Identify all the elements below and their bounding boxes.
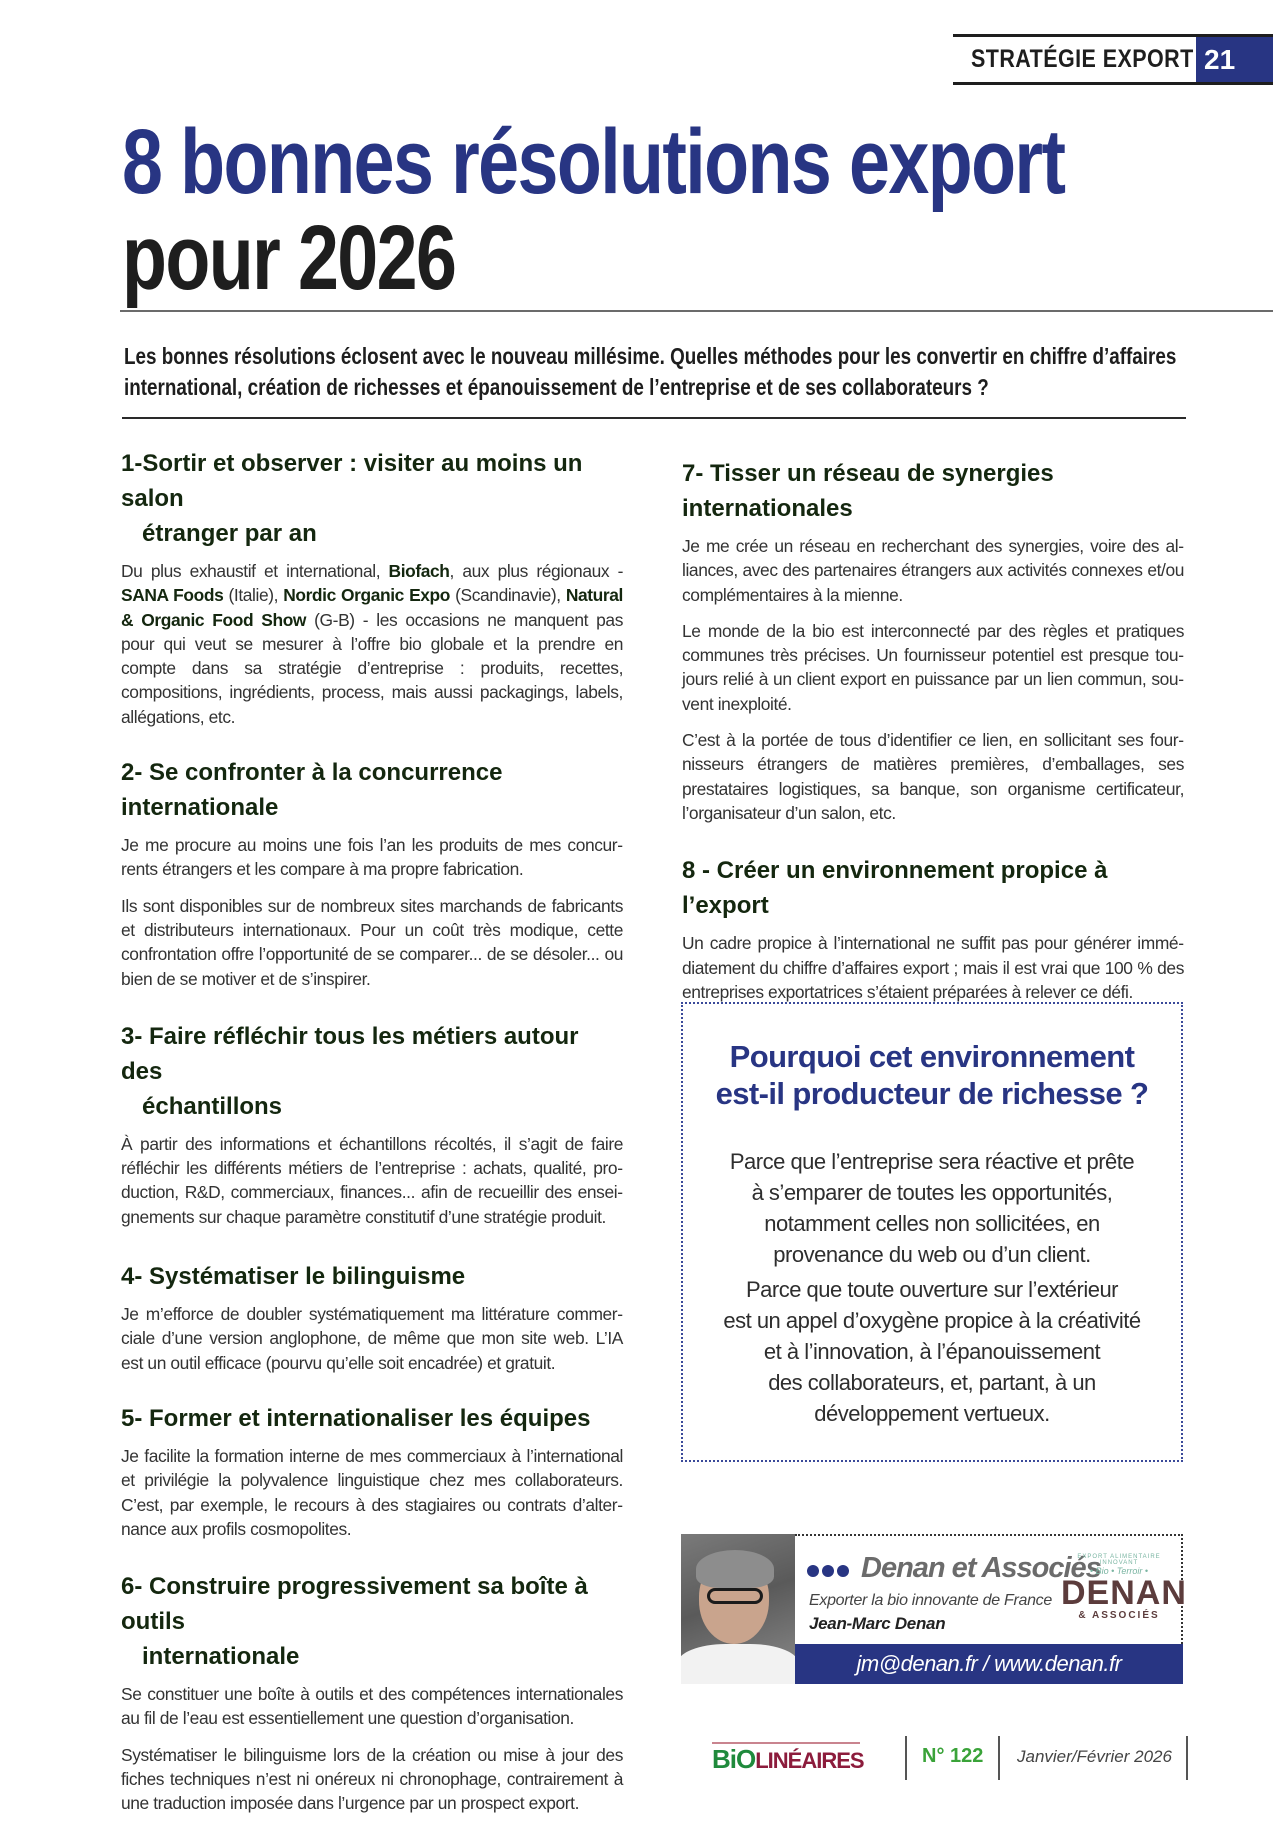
section-paragraph: C’est à la portée de tous d’identifier ce lien, en sollicitant ses fournisseurs étrangers de matières premières, d’emballages, ses prestataires logistiques, sa banque, son organisme certificateur, l’organisateur d’un salon, etc. bbox=[682, 730, 1184, 823]
author-photo bbox=[681, 1534, 795, 1684]
section-heading: 2- Se confronter à la concurrence internationale bbox=[121, 759, 503, 822]
article-intro bbox=[124, 341, 1177, 403]
intro-divider bbox=[122, 417, 1186, 419]
section-7 bbox=[682, 456, 1184, 825]
section-paragraph: Je me procure au moins une fois l’an les produits de mes concurrents étrangers et les compare à ma propre fabrication. bbox=[121, 835, 623, 880]
magazine-logo: BiOLINÉAIRES bbox=[712, 1744, 864, 1774]
callout-box bbox=[681, 1002, 1183, 1462]
trade-show-name: Nordic Organic Expo bbox=[283, 585, 450, 606]
card-info bbox=[795, 1534, 1187, 1644]
callout-line: et à l’innovation, à l’épanouissement bbox=[763, 1339, 1101, 1364]
section-heading: 1-Sortir et observer : visiter au moins un salon étranger par an bbox=[121, 450, 583, 547]
divider bbox=[905, 1736, 907, 1780]
firm-name: Denan et Associés bbox=[861, 1552, 1101, 1584]
callout-line: Parce que l’entreprise sera réactive et prête bbox=[729, 1149, 1135, 1174]
section-label: STRATÉGIE EXPORT bbox=[971, 45, 1194, 73]
callout-line: est un appel d’oxygène propice à la créativité bbox=[723, 1308, 1141, 1333]
section-2 bbox=[121, 755, 623, 991]
section-5 bbox=[121, 1401, 623, 1541]
article-title-line2: pour 2026 bbox=[122, 207, 456, 309]
callout-line: des collaborateurs, et, partant, à un bbox=[768, 1370, 1096, 1395]
section-paragraph: Je facilite la formation interne de mes commerciaux à l’international et privilégie la polyvalence linguistique chez mes collaborateurs. C’est, par exemple, le recours à des stagiaires ou contrats d’alternance aux profils cosmopolites. bbox=[121, 1445, 623, 1539]
section-paragraph: Le monde de la bio est interconnecté par des règles et pratiques communes très précises. Un fournisseur potentiel est presque toujours relié à un client export en puissance par un lien commun, souvent inexploité. bbox=[682, 620, 1184, 714]
callout-body bbox=[683, 1146, 1181, 1429]
author-name: Jean-Marc Denan bbox=[809, 1614, 946, 1633]
section-heading: 3- Faire réfléchir tous les métiers autour des échantillons bbox=[121, 1022, 579, 1120]
section-heading: 5- Former et internationaliser les équipes bbox=[121, 1404, 591, 1432]
intro-line: international, création de richesses et épanouissement de l’entreprise et de ses collaborateurs ? bbox=[124, 374, 989, 400]
divider bbox=[1186, 1736, 1188, 1780]
trade-show-name: SANA Foods bbox=[121, 585, 224, 606]
callout-line: à s’emparer de toutes les opportunités, bbox=[751, 1180, 1113, 1205]
section-6 bbox=[121, 1569, 623, 1815]
callout-title: Pourquoi cet environnement est-il producteur de richesse ? bbox=[715, 1039, 1149, 1111]
left-column bbox=[121, 446, 623, 1838]
section-paragraph: Un cadre propice à l’international ne suffit pas pour générer immédiatement du chiffre d’affaires export ; mais il est vrai que 100 % des entreprises exportatrices s’étaient préparées à relever ce défi. bbox=[682, 933, 1184, 1002]
firm-tagline: Exporter la bio innovante de France bbox=[809, 1592, 1052, 1609]
page-footer bbox=[700, 1736, 1200, 1780]
denan-logo: EXPORT ALIMENTAIRE INNOVANT • Bio • Terroir • DENAN & ASSOCIÉS bbox=[1061, 1554, 1187, 1621]
section-4 bbox=[121, 1259, 623, 1375]
section-paragraph: Du plus exhaustif et international, Biofach, aux plus régionaux - SANA Foods (Italie), Nordic Organic Expo (Scandinavie), Natural & Organic Food Show (G-B) - les occasions ne manquent pas pour qui veut se mesurer à l’offre bio globale et la prendre en compte dans sa stratégie d’entreprise : produits, recettes, compositions, ingrédients, process, mais aussi packagings, labels, allégations, etc. bbox=[121, 561, 623, 727]
section-1 bbox=[121, 446, 623, 729]
section-paragraph: Systématiser le bilinguisme lors de la création ou mise à jour des fiches techniques n’est ni onéreux ni chronophage, contrairement à une traduction imposée dans l’urgence par un prospect export. bbox=[121, 1744, 623, 1814]
title-divider bbox=[120, 310, 1273, 312]
trade-show-name: Biofach bbox=[388, 561, 450, 581]
section-heading: 8 - Créer un environnement propice à l’export bbox=[682, 857, 1108, 920]
callout-line: Parce que toute ouverture sur l’extérieur bbox=[745, 1277, 1119, 1302]
article-title-line1: 8 bonnes résolutions export bbox=[122, 111, 1065, 213]
section-heading: 4- Systématiser le bilinguisme bbox=[121, 1263, 466, 1291]
callout-line: provenance du web ou d’un client. bbox=[773, 1242, 1091, 1267]
intro-line: Les bonnes résolutions éclosent avec le nouveau millésime. Quelles méthodes pour les convertir en chiffre d’affaires bbox=[124, 343, 1177, 369]
divider bbox=[998, 1736, 1000, 1780]
issue-number: N° 122 bbox=[922, 1745, 984, 1767]
section-heading: 6- Construire progressivement sa boîte à outils internationale bbox=[121, 1573, 588, 1671]
issue-date: Janvier/Février 2026 bbox=[1017, 1747, 1172, 1766]
section-paragraph: Se constituer une boîte à outils et des compétences internationales au fil de l’eau est essentiellement une question d’organisation. bbox=[121, 1684, 623, 1729]
author-card bbox=[681, 1534, 1187, 1684]
section-paragraph: Je m’efforce de doubler systématiquement ma littérature commerciale d’une version anglophone, de même que mon site web. L’IA est un outil efficace (pourvu qu’elle soit encadrée) et gratuit. bbox=[121, 1304, 623, 1373]
section-3 bbox=[121, 1019, 623, 1229]
trade-show-name: Natural & Organic Food Show bbox=[121, 585, 623, 630]
section-paragraph: Ils sont disponibles sur de nombreux sites marchands de fabricants et distributeurs internationaux. Pour un coût très modique, cette confrontation offre l’opportunité de se comparer... de se désoler... ou bien de se motiver et de s’inspirer. bbox=[121, 895, 623, 989]
page-number: 21 bbox=[1196, 37, 1273, 82]
right-column bbox=[682, 456, 1184, 1026]
contact-link[interactable]: jm@denan.fr / www.denan.fr bbox=[795, 1644, 1183, 1684]
section-header bbox=[953, 34, 1273, 85]
callout-line: notamment celles non sollicitées, en bbox=[764, 1211, 1100, 1236]
section-8 bbox=[682, 853, 1184, 1004]
glasses-icon bbox=[707, 1588, 763, 1604]
callout-line: développement vertueux. bbox=[814, 1401, 1050, 1426]
section-heading: 7- Tisser un réseau de synergies internationales bbox=[682, 460, 1054, 522]
section-paragraph: Je me crée un réseau en recherchant des synergies, voire des alliances, avec des partenaires étrangers aux activités connexes et/ou complémentaires à la mienne. bbox=[682, 536, 1184, 605]
bullet-dots-icon bbox=[807, 1564, 852, 1582]
section-paragraph: À partir des informations et échantillons récoltés, il s’agit de faire réfléchir les différents métiers de l’entreprise : achats, qualité, production, R&D, commerciaux, finances... afin de recueillir des enseignements sur chaque paramètre constitutif d’une stratégie produit. bbox=[121, 1133, 623, 1227]
